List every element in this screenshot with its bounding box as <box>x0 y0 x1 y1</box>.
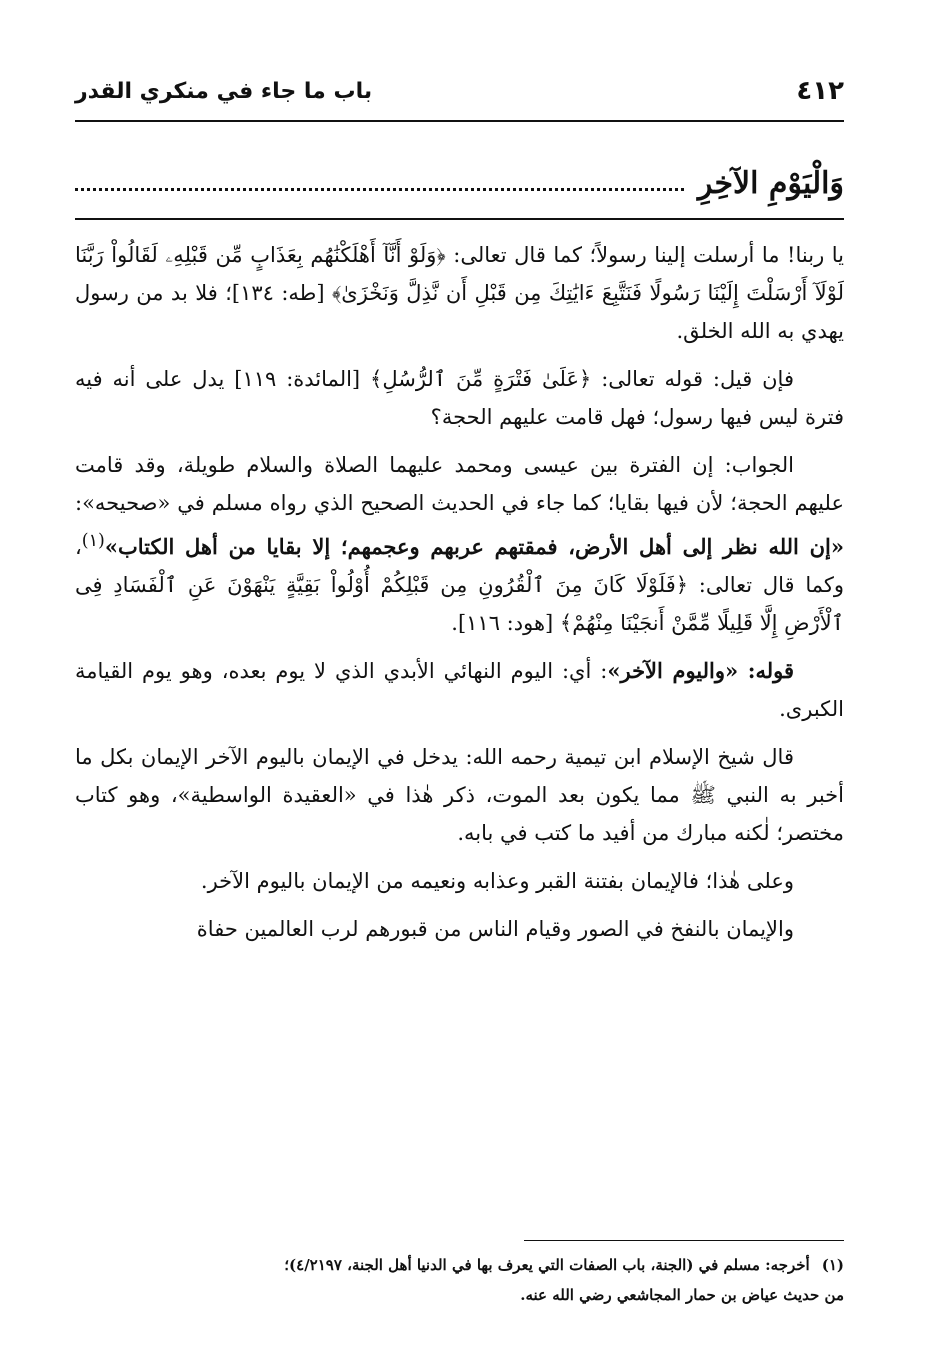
quran-verse: ﴿فَلَوْلَا كَانَ مِنَ ٱلْقُرُونِ مِن قَبْلِكُمْ أُوْلُواْ بَقِيَّةٍ يَنْهَوْنَ عَنِ ٱلْفَسَادِ فِى ٱلْأَرْضِ إِلَّا قَلِيلًا مِّمَّنْ أَنجَيْنَا مِنْهُمْ﴾ <box>75 573 844 635</box>
footnotes <box>75 1250 844 1310</box>
footnote-line <box>75 1280 844 1310</box>
chapter-title: باب ما جاء في منكري القدر <box>75 78 373 104</box>
emphasized-text: قوله: «واليوم الآخر» <box>607 658 795 683</box>
text-run: والإيمان بالنفخ في الصور وقيام الناس من قبورهم لرب العالمين حفاة <box>196 917 794 941</box>
text-run: : أي: اليوم النهائي الأبدي الذي لا يوم بعده، وهو يوم القيامة الكبرى. <box>75 659 844 721</box>
paragraph <box>75 236 844 350</box>
footnote-divider <box>524 1240 844 1241</box>
text-run: وعلى هٰذا؛ فالإيمان بفتنة القبر وعذابه ونعيمه من الإيمان باليوم الآخر. <box>200 869 794 893</box>
text-run: [المائدة: ١١٩] يدل على أنه فيه فترة ليس فيها رسول؛ فهل قامت عليهم الحجة؟ <box>75 367 844 429</box>
paragraph <box>75 652 844 728</box>
paragraph <box>75 446 844 642</box>
quran-verse: ﴿عَلَىٰ فَتْرَةٍ مِّنَ ٱلرُّسُلِ﴾ <box>370 367 592 391</box>
text-run: [هود: ١١٦]. <box>451 611 560 635</box>
body-text <box>75 236 844 958</box>
paragraph <box>75 360 844 436</box>
emphasized-text: «إن الله نظر إلى أهل الأرض، فمقتهم عربهم وعجمهم؛ إلا بقايا من أهل الكتاب» <box>104 534 844 559</box>
quran-verse: ﴿وَلَوْ أَنَّآ أَهْلَكْنَٰهُم بِعَذَابٍ مِّن قَبْلِهِۦ لَقَالُواْ رَبَّنَا لَوْلَآ أَرْسَلْتَ إِلَيْنَا رَسُولًا فَنَتَّبِعَ ءَايَٰتِكَ مِن قَبْلِ أَن نَّذِلَّ وَنَخْزَىٰ﴾ <box>75 243 844 305</box>
footnote-reference: (١) <box>81 531 105 551</box>
heading-dotted-leader <box>75 188 684 191</box>
text-run: يا ربنا! ما أرسلت إلينا رسولاً؛ كما قال تعالى: <box>445 243 844 267</box>
paragraph <box>75 738 844 852</box>
footnote-line <box>75 1250 844 1280</box>
text-run: قال شيخ الإسلام ابن تيمية رحمه الله: يدخل في الإيمان باليوم الآخر الإيمان بكل ما أخبر به النبي ﷺ مما يكون بعد الموت، ذكر هٰذا في «العقيدة الواسطية»، وهو كتاب مختصر؛ لٰكنه مبارك من أفيد ما كتب في بابه. <box>75 745 844 845</box>
page-number: ٤١٢ <box>796 76 844 106</box>
page-header <box>75 62 844 122</box>
text-run: ، وكما قال تعالى: <box>75 535 844 597</box>
footnote-text: من حديث عياض بن حمار المجاشعي رضي الله عنه. <box>520 1286 844 1304</box>
paragraph <box>75 910 844 948</box>
text-run: الجواب: إن الفترة بين عيسى ومحمد عليهما الصلاة والسلام طويلة، وقد قامت عليهم الحجة؛ لأن فيها بقايا؛ كما جاء في الحديث الصحيح الذي رواه مسلم في «صحيحه»: <box>75 453 844 515</box>
text-run: فإن قيل: قوله تعالى: <box>591 367 794 391</box>
footnote-text: أخرجه: مسلم في (الجنة، باب الصفات التي يعرف بها في الدنيا أهل الجنة، ٤/٢١٩٧)؛ <box>284 1256 810 1274</box>
paragraph <box>75 862 844 900</box>
text-run: [طه: ١٣٤]؛ فلا بد من رسول يهدي به الله الخلق. <box>75 281 844 343</box>
section-heading <box>75 148 844 220</box>
footnote-number: (١) <box>821 1256 844 1274</box>
section-heading-text: وَالْيَوْمِ الآخِرِ <box>697 165 844 201</box>
